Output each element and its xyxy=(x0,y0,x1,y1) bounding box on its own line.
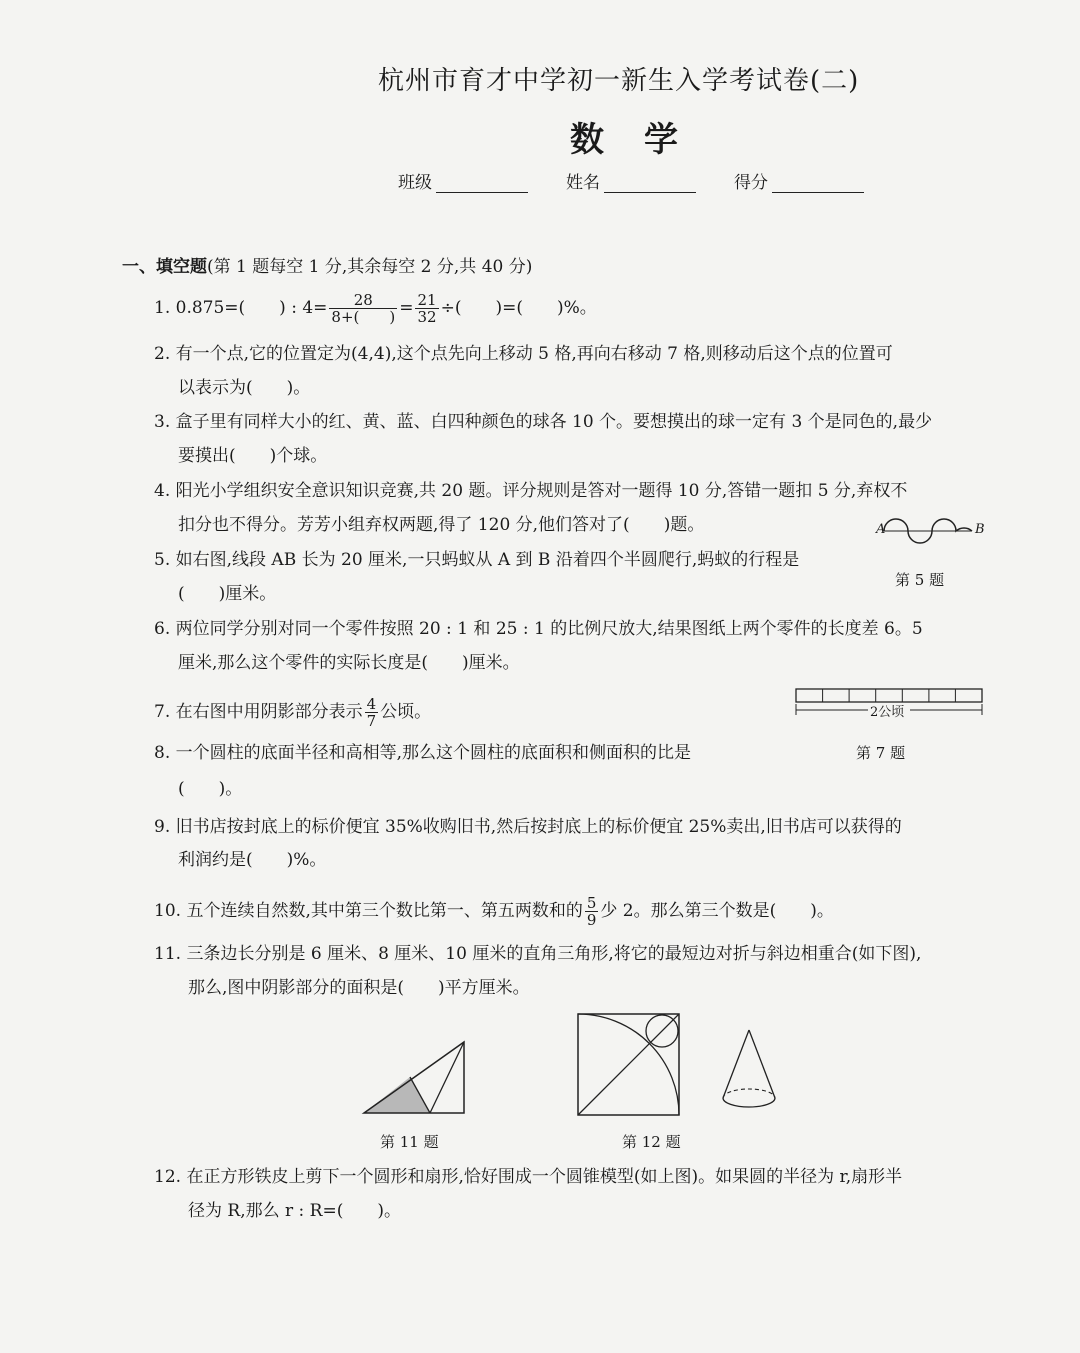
q7-frac-den: 7 xyxy=(366,712,377,730)
q1-part1: 1. 0.875=( ) : 4= xyxy=(154,298,328,318)
exam-title: 杭州市育才中学初一新生入学考试卷(二) xyxy=(378,66,860,96)
q5-line2: ( )厘米。 xyxy=(178,584,277,604)
q2-line1: 2. 有一个点,它的位置定为(4,4),这个点先向上移动 5 格,再向右移动 7 格,则移动后这个点的位置可 xyxy=(154,344,893,364)
q4-line2: 扣分也不得分。芳芳小组弃权两题,得了 120 分,他们答对了( )题。 xyxy=(178,515,705,535)
q5-label-b: B xyxy=(975,522,985,537)
q5-label-a: A xyxy=(876,522,886,537)
q10-part2: 少 2。那么第三个数是( )。 xyxy=(600,901,834,921)
q7-part1: 7. 在右图中用阴影部分表示 xyxy=(154,702,363,722)
q3-line2: 要摸出( )个球。 xyxy=(178,446,328,466)
q5-semicircle-figure xyxy=(876,514,986,544)
q1-eq: = xyxy=(399,298,414,318)
q7-fig-label: 2公顷 xyxy=(870,705,905,720)
q1-frac1-num: 28 xyxy=(329,292,397,309)
q5-caption: 第 5 题 xyxy=(895,571,945,589)
question-10 xyxy=(154,895,834,928)
class-label: 班级 xyxy=(398,173,432,193)
q4-line1: 4. 阳光小学组织安全意识知识竞赛,共 20 题。评分规则是答对一题得 10 分,答错一题扣 5 分,弃权不 xyxy=(154,481,908,501)
name-field xyxy=(566,168,696,193)
q11-line1: 11. 三条边长分别是 6 厘米、8 厘米、10 厘米的直角三角形,将它的最短边对折与斜边相重合(如下图), xyxy=(154,944,922,964)
class-blank xyxy=(436,174,528,193)
q10-part1: 10. 五个连续自然数,其中第三个数比第一、第五两数和的 xyxy=(154,901,583,921)
subject-heading: 数学 xyxy=(570,120,718,160)
q6-line2: 厘米,那么这个零件的实际长度是( )厘米。 xyxy=(178,653,520,673)
q8-line1: 8. 一个圆柱的底面半径和高相等,那么这个圆柱的底面积和侧面积的比是 xyxy=(154,743,692,763)
q12-cone-right xyxy=(749,1030,775,1098)
q9-line1: 9. 旧书店按封底上的标价便宜 35%收购旧书,然后按封底上的标价便宜 25%卖出,旧书店可以获得的 xyxy=(154,817,902,837)
q5-line1: 5. 如右图,线段 AB 长为 20 厘米,一只蚂蚁从 A 到 B 沿着四个半圆爬行,蚂蚁的行程是 xyxy=(154,550,800,570)
name-label: 姓名 xyxy=(566,173,600,193)
q1-fraction-2 xyxy=(415,292,438,325)
q2-line2: 以表示为( )。 xyxy=(178,378,311,398)
section-header xyxy=(122,252,532,277)
q11-line2: 那么,图中阴影部分的面积是( )平方厘米。 xyxy=(188,978,530,998)
score-field xyxy=(734,168,864,193)
q11-triangle-figure xyxy=(362,1040,472,1116)
q7-frac-num: 4 xyxy=(366,695,377,713)
q9-line2: 利润约是( )%。 xyxy=(178,850,327,870)
score-label: 得分 xyxy=(734,173,768,193)
q12-cone-base-front xyxy=(723,1098,775,1107)
class-field xyxy=(398,168,528,193)
q12-line1: 12. 在正方形铁皮上剪下一个圆形和扇形,恰好围成一个圆锥模型(如上图)。如果圆的半径为 r,扇形半 xyxy=(154,1167,903,1187)
q7-caption: 第 7 题 xyxy=(856,744,906,762)
q6-line1: 6. 两位同学分别对同一个零件按照 20 : 1 和 25 : 1 的比例尺放大,结果图纸上两个零件的长度差 6。5 xyxy=(154,619,923,639)
q11-fold-line xyxy=(430,1042,464,1113)
q12-square-figure xyxy=(576,1012,682,1118)
q1-frac2-num: 21 xyxy=(417,291,437,309)
q10-frac-den: 9 xyxy=(586,911,597,929)
q7-fraction xyxy=(365,696,379,729)
q12-diagonal xyxy=(578,1014,679,1115)
q1-part2: ÷( )=( )%。 xyxy=(440,298,597,318)
question-1 xyxy=(154,292,597,325)
q11-caption: 第 11 题 xyxy=(380,1133,439,1151)
score-blank xyxy=(772,174,864,193)
q12-line2: 径为 R,那么 r : R=( )。 xyxy=(188,1201,401,1221)
name-blank xyxy=(604,174,696,193)
q7-part2: 公顷。 xyxy=(380,702,432,722)
question-7 xyxy=(154,696,431,729)
q8-line2: ( )。 xyxy=(178,779,243,799)
q3-line1: 3. 盒子里有同样大小的红、黄、蓝、白四种颜色的球各 10 个。要想摸出的球一定有 3 个是同色的,最少 xyxy=(154,412,933,432)
q12-cone-base-back xyxy=(723,1089,775,1098)
q1-fraction-1 xyxy=(329,292,397,325)
q12-caption: 第 12 题 xyxy=(622,1133,681,1151)
q1-frac1-den: 8+( ) xyxy=(331,308,396,326)
q10-fraction xyxy=(585,895,599,928)
section-note: (第 1 题每空 1 分,其余每空 2 分,共 40 分) xyxy=(207,257,533,277)
q1-frac2-den: 32 xyxy=(417,308,437,326)
q12-cone-left xyxy=(723,1030,749,1098)
q12-cone-figure xyxy=(718,1028,780,1110)
q10-frac-num: 5 xyxy=(586,894,597,912)
section-heading: 一、填空题 xyxy=(122,257,207,277)
